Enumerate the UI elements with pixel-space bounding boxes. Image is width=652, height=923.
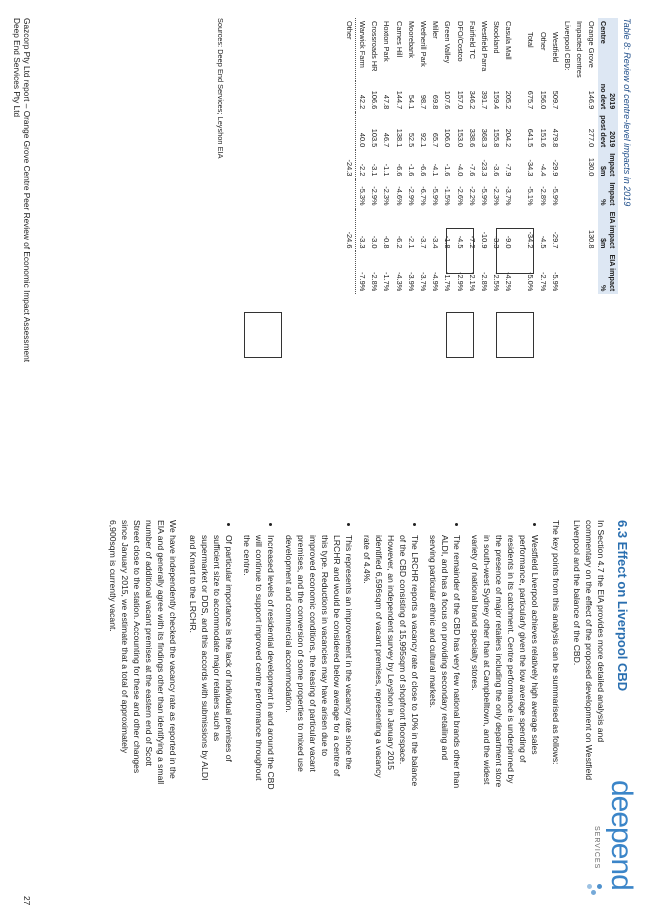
table-cell [343, 112, 356, 150]
table-cell: 47.8 [382, 94, 392, 110]
table-source: Sources: Deep End Services; Leyshon EIA [216, 18, 225, 159]
table-cell: Miller [431, 21, 441, 39]
table-cell: Wetherill Park [418, 21, 428, 67]
table-cell [574, 112, 586, 150]
table-cell: -2.9% [370, 186, 380, 206]
table-cell [561, 179, 573, 208]
table-cell: -2.2% [467, 186, 477, 206]
table-cell: Warwick Farm [358, 21, 368, 68]
closing-paragraph: We have independently checked the vacancy rate as reported in the EIA and generally agree with its findings other than identifying a small number of additional vacant premises at the eastern end of Scott Street close to the station. Accounting for these and other changes since January 2015, we estimate that a total of approximately 6,900sqm is currently vacant. [108, 520, 178, 785]
table-row [356, 18, 369, 294]
table-cell: 156.0 [538, 90, 548, 110]
table-cell: -29.9 [550, 159, 560, 177]
table-cell [515, 150, 525, 179]
table-row [393, 18, 405, 294]
table-cell: -3.7 [418, 235, 428, 249]
table-cell: -4.5 [538, 235, 548, 249]
table-cell: -3.4 [431, 235, 441, 249]
highlight-box [446, 228, 474, 274]
table-cell: -7.9 [504, 163, 514, 177]
list-item: • Of particular importance is the lack of individual premises of sufficient size to accommodate major retailers such as supermarket or DDS, and this accords with submissions by ALDI and Kmart to the LRCHR. [187, 535, 235, 790]
table-cell: DFO/Costco [455, 21, 465, 62]
table-cell: Total [526, 32, 536, 48]
table-cell: -2.1 [406, 235, 416, 249]
table-cell: -4.6% [394, 186, 404, 206]
table-cell: Fairfield TC [467, 21, 477, 60]
table-cell: -10.9 [479, 231, 489, 249]
column-header: Impact $m [598, 150, 618, 179]
table-cell: -4.5 [455, 235, 465, 249]
table-cell: 153.0 [455, 128, 465, 148]
table-cell [515, 112, 525, 150]
column-header: 2019 post devt [598, 112, 618, 150]
table-cell: -24.3 [343, 150, 356, 179]
table-cell: -29.7 [550, 231, 560, 249]
table-cell [515, 18, 525, 81]
table-cell: 391.7 [479, 90, 489, 110]
table-cell: -4.2% [504, 272, 514, 292]
table-cell: Green Valley [443, 21, 453, 64]
table-cell: 157.0 [455, 90, 465, 110]
logo-wordmark: deepend [605, 780, 638, 890]
table-cell: 138.1 [394, 128, 404, 148]
table-cell: -34.2 [526, 231, 536, 249]
column-header: EIA impact $m [598, 209, 618, 252]
table-cell: Casula Mall [504, 21, 514, 60]
table-cell: -6.6 [418, 163, 428, 177]
table-row [478, 18, 490, 294]
table-cell: -5.9% [431, 186, 441, 206]
table-cell: -2.6% [455, 186, 465, 206]
table-cell: 641.5 [526, 128, 536, 148]
table-cell [343, 251, 356, 294]
table-cell: 368.3 [479, 128, 489, 148]
logo-dot-icon [597, 884, 602, 889]
table-cell: 106.0 [443, 128, 453, 148]
table-cell [561, 251, 573, 294]
table-row [381, 18, 393, 294]
table-cell: -2.8% [479, 272, 489, 292]
table-cell: Crossroads HR [370, 21, 380, 72]
table-cell: Liverpool CBD: [563, 21, 573, 71]
table-row [537, 18, 549, 294]
table-cell: -3.9% [406, 272, 416, 292]
table-cell: -23.3 [479, 159, 489, 177]
table-cell: 205.2 [504, 90, 514, 110]
table-cell: -4.4 [538, 163, 548, 177]
table-cell: -1.5% [443, 186, 453, 206]
table-cell: 346.2 [467, 90, 477, 110]
table-cell: 40.0 [358, 132, 368, 148]
table-cell: -2.7% [538, 272, 548, 292]
list-item: • This represents an improvement in the vacancy rate since the LRCHR and would be considered below average for a centre of this type. Reductions in vacancies may have arisen due to improved economic conditions, the leasing of particular vacant premises, and the conversion of some properties to mixed use development and commercial accommodation. [283, 535, 355, 790]
table-cell: Carnes Hill [394, 21, 404, 58]
table-cell: 65.7 [431, 132, 441, 148]
table-cell: -1.8 [443, 235, 453, 249]
table-cell: -5.9% [550, 272, 560, 292]
table-cell: 92.1 [418, 132, 428, 148]
table-cell: -6.2 [394, 235, 404, 249]
table-cell [561, 209, 573, 252]
page-number: 27 [22, 896, 32, 906]
footer-text: Gazcorp Pty Ltd report – Orange Grove Centre Peer Review of Economic Impact Assessment Deep End Services Pty Ltd [12, 18, 32, 363]
lead-paragraph: The key points from this analysis can be summarised as follows: [551, 520, 561, 765]
table-cell: 107.6 [443, 90, 453, 110]
highlight-box [496, 228, 534, 274]
table-row [430, 18, 442, 294]
list-item: • The LRCHR reports a vacancy rate of close to 10% in the balance of the CBD consisting of 15,995sqm of shopfront floorspace. However, an independent survey by Leyshon in January 2015 identified 6,596sqm of vacant premises, representing a vacancy rate of 4.4%. [361, 535, 421, 790]
table-cell: -3.1 [370, 163, 380, 177]
table-cell: 479.8 [550, 128, 560, 148]
highlight-box [244, 312, 282, 358]
table-cell [343, 81, 356, 113]
table-cell [561, 81, 573, 113]
table-cell: 675.7 [526, 90, 536, 110]
highlight-box [496, 312, 534, 358]
highlight-box [446, 312, 474, 358]
table-cell [561, 112, 573, 150]
table-cell: -2.5% [492, 272, 502, 292]
table-title: Table 8: Review of centre-level impacts in 2019 [622, 18, 632, 207]
table-cell: 204.2 [504, 128, 514, 148]
table-cell: -2.9% [455, 272, 465, 292]
table-cell: Westfield Parra [479, 21, 489, 72]
key-points-list [187, 520, 541, 790]
table-cell: 98.7 [418, 94, 428, 110]
table-cell: -1.7% [382, 272, 392, 292]
table-row [549, 18, 561, 294]
impact-table [343, 18, 618, 294]
table-cell: -2.8% [538, 186, 548, 206]
table-cell: -4.3% [394, 272, 404, 292]
list-item: • Increased levels of residential development in and around the CBD will continue to support improved centre performance throughout the centre. [241, 535, 277, 790]
table-cell: Orange Grove [587, 21, 597, 68]
table-cell: -6.7% [418, 186, 428, 206]
table-cell [574, 179, 586, 208]
effect-section [98, 520, 630, 790]
intro-paragraph: In Section 4.7 the EIA provides more detailed analysis and commentary on the effect of the proposed development on Westfield Liverpool and the balance of the CBD. [572, 520, 606, 781]
table-cell: -7.9% [358, 272, 368, 292]
table-cell: -1.1 [382, 163, 392, 177]
table-cell: Westfield [550, 32, 560, 63]
table-cell [515, 81, 525, 113]
table-cell: 155.8 [492, 128, 502, 148]
table-cell: -2.3% [492, 186, 502, 206]
table-cell: 144.7 [394, 90, 404, 110]
table-cell: -0.8 [382, 235, 392, 249]
table-cell [343, 179, 356, 208]
table-cell: 46.7 [382, 132, 392, 148]
table-cell: -1.6 [406, 163, 416, 177]
table-cell: -4.0 [455, 163, 465, 177]
logo-dot-icon [591, 890, 596, 895]
table-cell: 509.7 [550, 90, 560, 110]
table-cell [574, 251, 586, 294]
table-cell: Moorebank [406, 21, 416, 58]
table-cell: -3.6 [492, 163, 502, 177]
table-cell: 52.5 [406, 132, 416, 148]
table-cell: 277.0 [587, 128, 597, 148]
table-cell: -7.2 [467, 235, 477, 249]
section-heading: 6.3 Effect on Liverpool CBD [615, 520, 630, 692]
table-cell: -24.6 [343, 209, 356, 252]
table-cell: -2.8% [370, 272, 380, 292]
table-row [369, 18, 381, 294]
table-cell: -34.3 [526, 159, 536, 177]
table-cell: -2.1% [467, 272, 477, 292]
table-cell: -2.2 [358, 163, 368, 177]
column-header: EIA impact % [598, 251, 618, 294]
logo-subtitle: SERVICES [593, 826, 600, 870]
logo-dot-icon [587, 884, 592, 889]
table-cell: 151.6 [538, 128, 548, 148]
table-cell [574, 209, 586, 252]
list-item: • The remainder of the CBD has very few national brands other than ALDI, and has a focus on providing secondary retailing and serving particular ethnic and cultural markets. [427, 535, 463, 790]
table-cell: -4.9% [431, 272, 441, 292]
table-row [586, 18, 598, 294]
deepend-logo [580, 780, 638, 900]
table-cell: Other [343, 18, 356, 81]
table-row [417, 18, 429, 294]
table-cell [586, 251, 598, 294]
table-cell: 42.2 [358, 94, 368, 110]
table-cell: -3.3 [492, 235, 502, 249]
table-cell: -3.7% [504, 186, 514, 206]
table-cell: -7.6 [467, 163, 477, 177]
column-header: Impact % [598, 179, 618, 208]
table-cell: 146.9 [587, 90, 597, 110]
table-cell: -1.7% [443, 272, 453, 292]
table-cell: -3.7% [418, 272, 428, 292]
table-cell: -5.0% [526, 272, 536, 292]
table-cell: Hoxton Park [382, 21, 392, 62]
table-cell: 106.6 [370, 90, 380, 110]
table-cell: -9.0 [504, 235, 514, 249]
table-cell: 69.8 [431, 94, 441, 110]
table-cell: Impacted centres [575, 21, 585, 78]
table-cell [574, 150, 586, 179]
column-header: Centre [598, 18, 618, 81]
table-cell: -5.3% [358, 186, 368, 206]
table-cell: 130.0 [587, 157, 597, 177]
table-row [574, 18, 586, 294]
table-cell: 338.6 [467, 128, 477, 148]
table-cell [574, 81, 586, 113]
table-cell: -4.1 [431, 163, 441, 177]
table-cell: -2.3% [382, 186, 392, 206]
table-row [561, 18, 573, 294]
table-cell: Stockland [492, 21, 502, 54]
table-cell: -1.6 [443, 163, 453, 177]
table-cell [561, 150, 573, 179]
table-cell: -5.9% [550, 186, 560, 206]
table-cell: -3.0 [370, 235, 380, 249]
table-cell [515, 179, 525, 208]
table-cell [586, 179, 598, 208]
table-cell: -2.9% [406, 186, 416, 206]
table-cell: -5.1% [526, 186, 536, 206]
table-row [405, 18, 417, 294]
table-cell: 130.8 [587, 229, 597, 249]
table-cell: 159.4 [492, 90, 502, 110]
column-header: 2019 no devt [598, 81, 618, 113]
table-row [343, 18, 356, 294]
table-cell: Other [538, 32, 548, 51]
table-cell: 54.1 [406, 94, 416, 110]
table-cell: -5.9% [479, 186, 489, 206]
list-item: • Westfield Liverpool achieves relatively high average sales performance, particularly given the low average spending of residents in its catchment. Centre performance is underpinned by the presence of major retailers including the only department store in south-west Sydney other than at Campbelltown, and the widest variety of national brand specialty stores. [469, 535, 541, 790]
table-cell: -6.6 [394, 163, 404, 177]
table-cell: 103.5 [370, 128, 380, 148]
table-cell: -3.3 [358, 235, 368, 249]
